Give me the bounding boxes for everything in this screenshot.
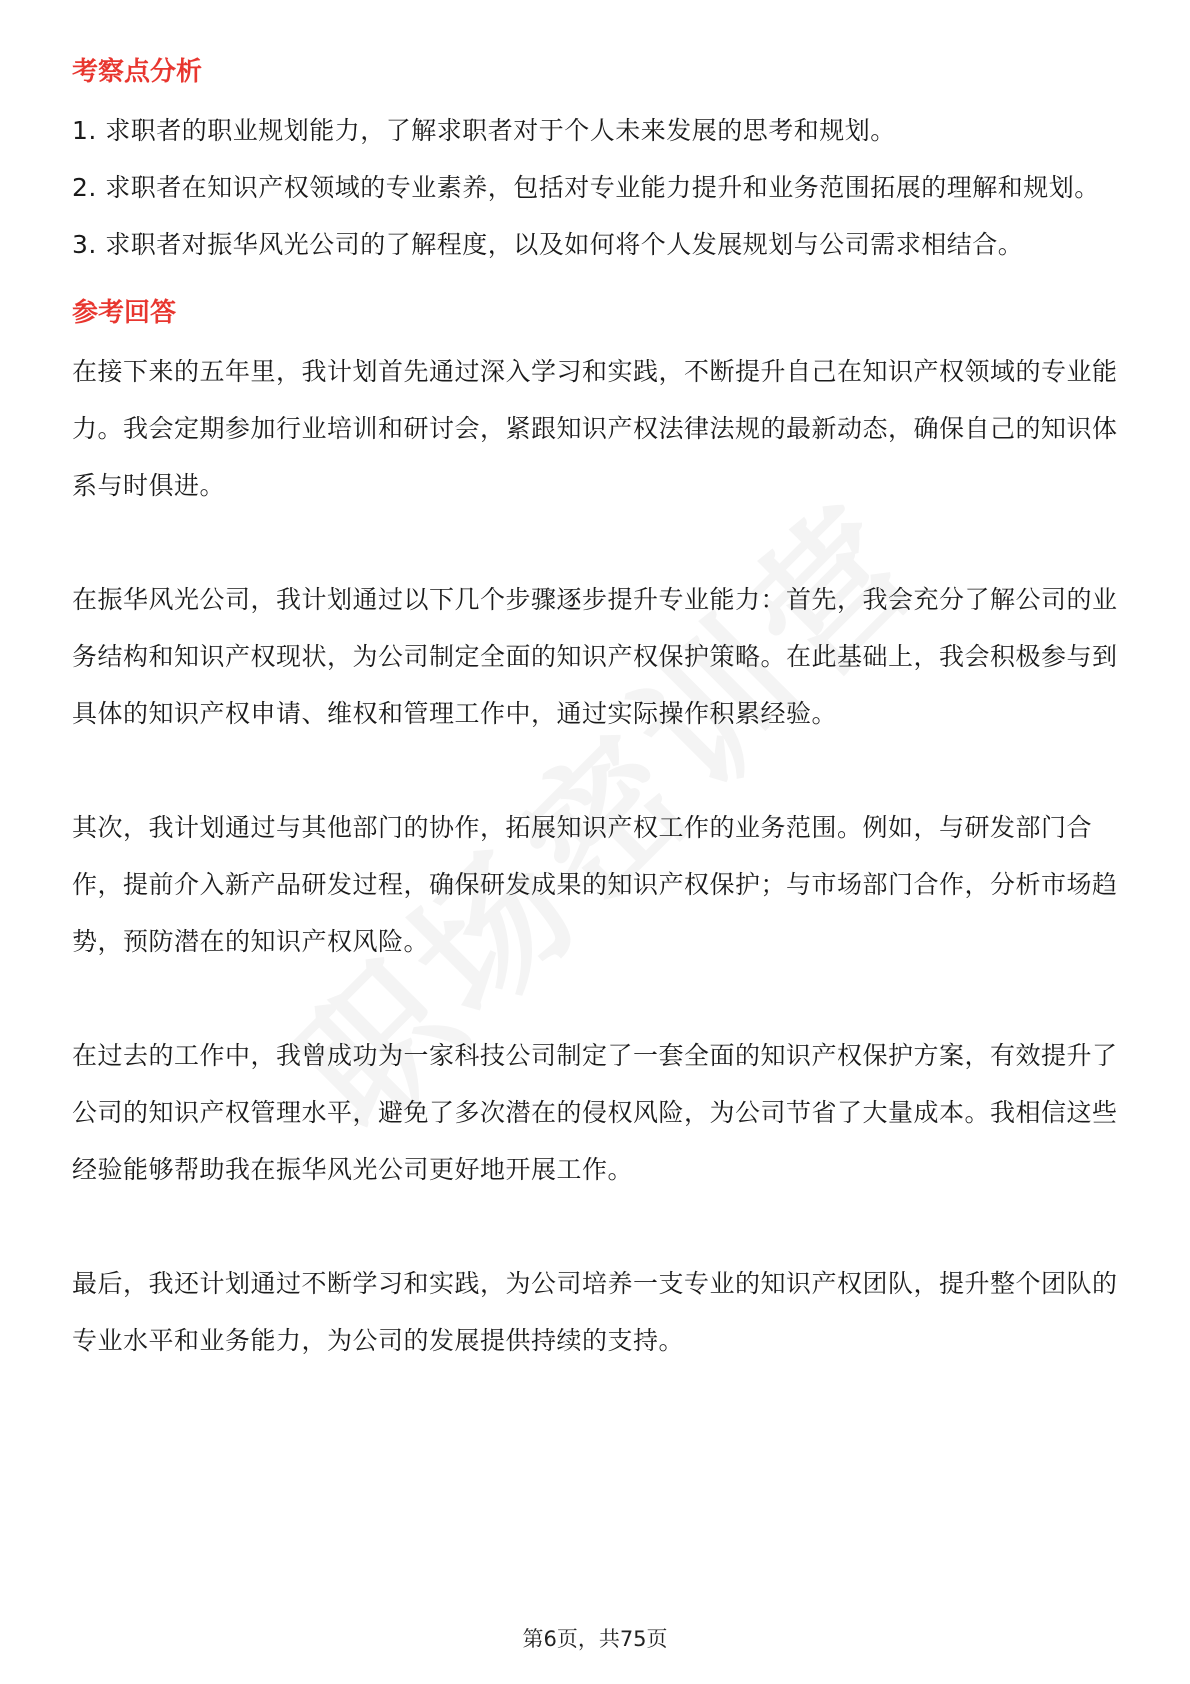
paragraph-gap [72, 742, 1122, 799]
answer-paragraph-5: 最后，我还计划通过不断学习和实践，为公司培养一支专业的知识产权团队，提升整个团队的专业水平和业务能力，为公司的发展提供持续的支持。 [72, 1269, 1118, 1355]
analysis-item-1: 1. 求职者的职业规划能力，了解求职者对于个人未来发展的思考和规划。 [72, 116, 896, 145]
paragraph-gap [72, 1198, 1122, 1255]
section-title-answer: 参考回答 [72, 298, 177, 328]
paragraph-gap [72, 514, 1122, 571]
answer-paragraph-2: 在振华风光公司，我计划通过以下几个步骤逐步提升专业能力：首先，我会充分了解公司的业务结构和知识产权现状，为公司制定全面的知识产权保护策略。在此基础上，我会积极参与到具体的知识产权申请、维权和管理工作中，通过实际操作积累经验。 [72, 585, 1118, 728]
page-number: 第6页，共75页 [522, 1627, 668, 1651]
analysis-item-3: 3. 求职者对振华风光公司的了解程度，以及如何将个人发展规划与公司需求相结合。 [72, 230, 1024, 259]
content-area [72, 50, 1122, 1369]
answer-paragraph-3: 其次，我计划通过与其他部门的协作，拓展知识产权工作的业务范围。例如，与研发部门合作，提前介入新产品研发过程，确保研发成果的知识产权保护；与市场部门合作，分析市场趋势，预防潜在的知识产权风险。 [72, 813, 1118, 956]
answer-paragraph-1: 在接下来的五年里，我计划首先通过深入学习和实践，不断提升自己在知识产权领域的专业能力。我会定期参加行业培训和研讨会，紧跟知识产权法律法规的最新动态，确保自己的知识体系与时俱进。 [72, 357, 1118, 500]
analysis-item-2: 2. 求职者在知识产权领域的专业素养，包括对专业能力提升和业务范围拓展的理解和规划。 [72, 173, 1100, 202]
answer-paragraph-4: 在过去的工作中，我曾成功为一家科技公司制定了一套全面的知识产权保护方案，有效提升了公司的知识产权管理水平，避免了多次潜在的侵权风险，为公司节省了大量成本。我相信这些经验能够帮助我在振华风光公司更好地开展工作。 [72, 1041, 1118, 1184]
paragraph-gap [72, 970, 1122, 1027]
section-title-analysis: 考察点分析 [72, 57, 203, 87]
